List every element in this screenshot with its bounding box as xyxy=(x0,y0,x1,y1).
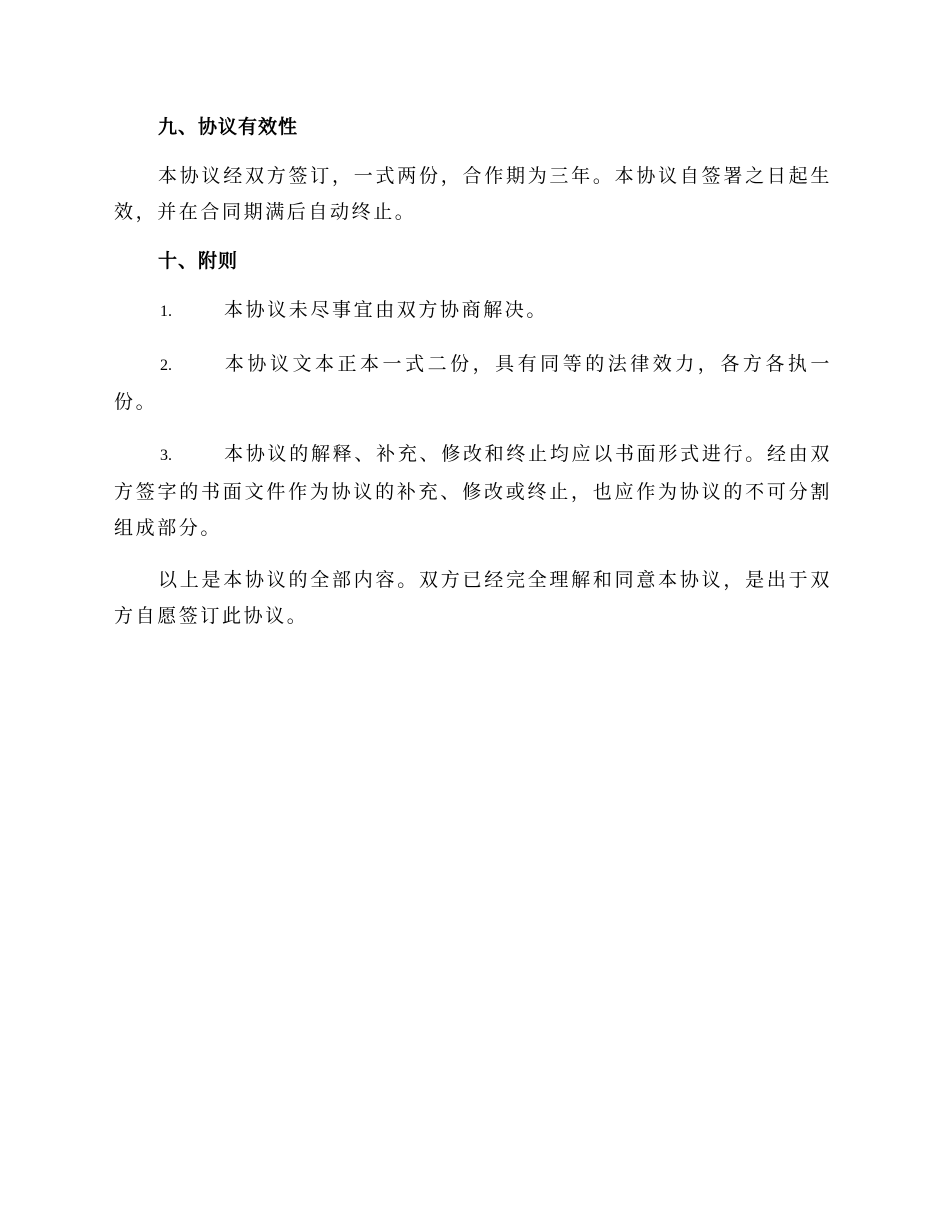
list-item-number: 2. xyxy=(160,357,172,374)
list-item xyxy=(114,436,832,546)
list-item xyxy=(114,346,832,420)
list-item-text: 本协议文本正本一式二份，具有同等的法律效力，各方各执一份。 xyxy=(114,353,832,413)
closing-paragraph: 以上是本协议的全部内容。双方已经完全理解和同意本协议，是出于双方自愿签订此协议。 xyxy=(114,569,832,627)
section-heading-supplementary: 十、附则 xyxy=(158,250,239,272)
list-item-number: 1. xyxy=(160,303,172,320)
section-heading-validity: 九、协议有效性 xyxy=(158,116,299,138)
list-item-number: 3. xyxy=(160,447,172,464)
document-body xyxy=(114,112,832,650)
list-item-text: 本协议未尽事宜由双方协商解决。 xyxy=(224,299,549,321)
validity-paragraph: 本协议经双方签订，一式两份，合作期为三年。本协议自签署之日起生效，并在合同期满后自动终止。 xyxy=(114,165,832,223)
list-item xyxy=(114,292,832,330)
list-item-text: 本协议的解释、补充、修改和终止均应以书面形式进行。经由双方签字的书面文件作为协议的补充、修改或终止，也应作为协议的不可分割组成部分。 xyxy=(114,443,832,539)
